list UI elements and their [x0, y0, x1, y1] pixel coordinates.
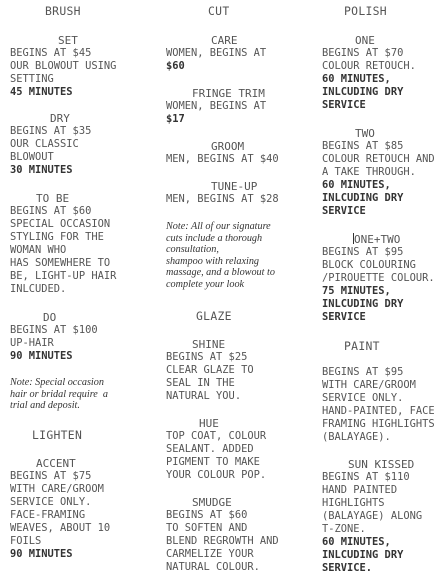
service-title-groom: GROOM — [211, 140, 245, 153]
service-line: BEGINS AT $25 — [166, 351, 248, 363]
service-duration-one-plus-two: 75 MINUTES, INLCUDING DRY SERVICE — [322, 285, 404, 324]
service-line: COLOUR RETOUCH. — [322, 60, 416, 72]
service-line: INLCUDED. — [10, 283, 67, 295]
service-line: (BALAYAGE). — [322, 431, 391, 443]
note-special-occasion: Note: Special occasion hair or bridal require a trial and deposit. — [10, 377, 109, 412]
service-duration-one: 60 MINUTES, INLCUDING DRY SERVICE — [322, 73, 404, 112]
service-line: BLOCK COLOURING — [322, 259, 416, 271]
service-line: SEAL IN THE — [166, 377, 235, 389]
service-line: WOMAN WHO — [10, 244, 67, 256]
service-line: MEN, BEGINS AT $40 — [166, 153, 279, 165]
service-line: CARMELIZE YOUR — [166, 548, 254, 560]
service-title-two: TWO — [355, 127, 375, 140]
service-title-smudge: SMUDGE — [192, 496, 232, 509]
service-title-set: SET — [58, 34, 78, 47]
service-line: FACE-FRAMING — [10, 509, 86, 521]
service-duration-set: 45 MINUTES — [10, 86, 73, 98]
service-line: WITH CARE/GROOM — [10, 483, 104, 495]
service-line: BEGINS AT $95 — [322, 246, 404, 258]
service-line: BEGINS AT $60 — [10, 205, 92, 217]
section-heading-lighten: LIGHTEN — [32, 428, 83, 442]
service-title-to-be: TO BE — [36, 192, 70, 205]
service-line: SERVICE ONLY. — [322, 392, 404, 404]
service-title-do: DO — [43, 311, 57, 324]
service-line: BE, LIGHT-UP HAIR — [10, 270, 117, 282]
service-line: NATURAL YOU. — [166, 390, 242, 402]
service-line: BEGINS AT $95 — [322, 366, 404, 378]
service-line: BEGINS AT $110 — [322, 471, 410, 483]
service-line: SERVICE ONLY. — [10, 496, 92, 508]
service-price: $60 — [166, 60, 185, 72]
service-line: HAND-PAINTED, FACE — [322, 405, 435, 417]
section-heading-glaze: GLAZE — [196, 309, 232, 323]
section-heading-polish: POLISH — [344, 4, 387, 18]
service-line: PIGMENT TO MAKE — [166, 456, 260, 468]
section-heading-paint: PAINT — [344, 339, 380, 353]
service-line: BLOWOUT — [10, 151, 54, 163]
service-line: BEGINS AT $35 — [10, 125, 92, 137]
service-duration-dry: 30 MINUTES — [10, 164, 73, 176]
service-title-one: ONE — [355, 34, 375, 47]
service-line: A TAKE THROUGH. — [322, 166, 416, 178]
service-line: (BALAYAGE) ALONG — [322, 510, 423, 522]
service-line: SPECIAL OCCASION — [10, 218, 111, 230]
service-line: SETTING — [10, 73, 54, 85]
service-duration-two: 60 MINUTES, INLCUDING DRY SERVICE — [322, 179, 404, 218]
service-line: SEALANT. ADDED — [166, 443, 254, 455]
service-line: COLOUR RETOUCH AND — [322, 153, 435, 165]
service-line: WEAVES, ABOUT 10 — [10, 522, 111, 534]
service-title-sun-kissed: SUN KISSED — [348, 458, 415, 471]
service-line: STYLING FOR THE — [10, 231, 104, 243]
service-duration-do: 90 MINUTES — [10, 350, 73, 362]
service-line: TOP COAT, COLOUR — [166, 430, 267, 442]
service-line: T-ZONE. — [322, 523, 366, 535]
service-line: WITH CARE/GROOM — [322, 379, 416, 391]
service-price: $17 — [166, 113, 185, 125]
service-line: HIGHLIGHTS — [322, 497, 385, 509]
service-title-shine: SHINE — [192, 338, 226, 351]
service-title-care: CARE — [211, 34, 238, 47]
service-title-hue: HUE — [199, 417, 219, 430]
service-line: BEGINS AT $75 — [10, 470, 92, 482]
service-line: BEGINS AT $60 — [166, 509, 248, 521]
service-line: WOMEN, BEGINS AT — [166, 100, 267, 112]
service-line: WOMEN, BEGINS AT — [166, 47, 267, 59]
service-line: HAND PAINTED — [322, 484, 398, 496]
service-duration-sun-kissed: 60 MINUTES, INLCUDING DRY SERVICE. — [322, 536, 404, 575]
service-line: HAS SOMEWHERE TO — [10, 257, 111, 269]
service-line: NATURAL COLOUR. — [166, 561, 260, 573]
section-heading-cut: CUT — [208, 4, 230, 18]
service-line: BEGINS AT $70 — [322, 47, 404, 59]
service-title-accent: ACCENT — [36, 457, 76, 470]
service-line: BEGINS AT $45 — [10, 47, 92, 59]
service-line: TO SOFTEN AND — [166, 522, 248, 534]
service-line: FOILS — [10, 535, 42, 547]
service-title-text: ONE+TWO — [354, 233, 401, 246]
service-title-tune-up: TUNE-UP — [211, 180, 258, 193]
note-signature-cuts: Note: All of our signature cuts include a thorough consultation, shampoo with relaxing massage, and a blowout to complete your look — [166, 221, 275, 290]
service-line: OUR BLOWOUT USING — [10, 60, 117, 72]
service-title-fringe-trim: FRINGE TRIM — [192, 87, 265, 100]
service-title-dry: DRY — [50, 112, 70, 125]
service-line: BLEND REGROWTH AND — [166, 535, 279, 547]
service-line: UP-HAIR — [10, 337, 54, 349]
service-line: FRAMING HIGHLIGHTS — [322, 418, 435, 430]
service-duration-accent: 90 MINUTES — [10, 548, 73, 560]
section-heading-brush: BRUSH — [45, 4, 81, 18]
service-line: BEGINS AT $100 — [10, 324, 98, 336]
service-title-one-plus-two — [353, 233, 400, 246]
service-line: OUR CLASSIC — [10, 138, 79, 150]
service-line: /PIROUETTE COLOUR. — [322, 272, 435, 284]
service-line: YOUR COLOUR POP. — [166, 469, 267, 481]
service-line: CLEAR GLAZE TO — [166, 364, 254, 376]
service-line: MEN, BEGINS AT $28 — [166, 193, 279, 205]
service-line: BEGINS AT $85 — [322, 140, 404, 152]
